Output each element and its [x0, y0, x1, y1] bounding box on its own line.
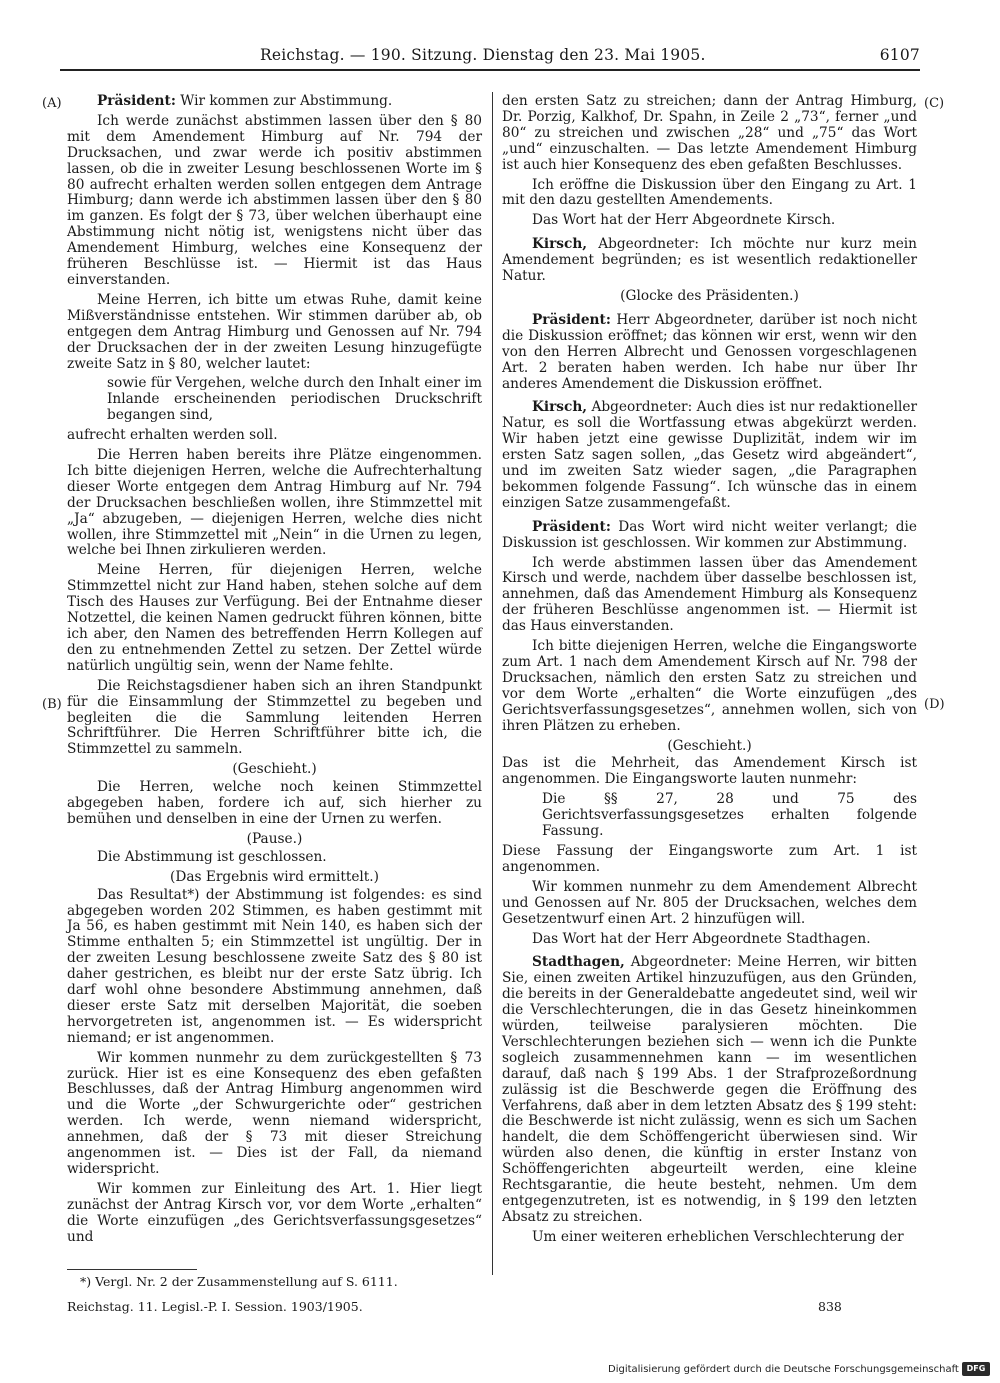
paragraph [67, 293, 482, 373]
paragraph [502, 400, 917, 511]
footer-session-info: Reichstag. 11. Legisl.-P. I. Session. 1903/1905. [67, 1299, 363, 1314]
header-title: Reichstag. — 190. Sitzung. Dienstag den 23. Mai 1905. [260, 46, 706, 64]
paragraph-text: (Pause.) [246, 830, 303, 847]
paragraph [67, 762, 482, 778]
paragraph-text: Um einer weiteren erheblichen Verschlechterung der [532, 1228, 904, 1245]
footnote: *) Vergl. Nr. 2 der Zusammenstellung auf S. 6111. [80, 1274, 398, 1289]
margin-label-a: (A) [42, 96, 62, 111]
paragraph [67, 850, 482, 866]
paragraph-text: Diese Fassung der Eingangsworte zum Art. 1 ist angenommen. [502, 842, 917, 875]
paragraph-text: Ich bitte diejenigen Herren, welche die Eingangsworte zum Art. 1 nach dem Amendement Kirsch auf Nr. 798 der Drucksachen, nämlich den ersten Satz zu streichen und vor dem Worte „erhalten“ die Worte einzufügen „des Gerichtsverfassungsgesetzes“, annehmen wollen, sich von ihren Plätzen zu erheben. [502, 638, 917, 734]
paragraph [502, 844, 917, 876]
paragraph-text: Abgeordneter: Ich möchte nur kurz mein Amendement begründen; es ist wesentlich redaktioneller Natur. [502, 236, 917, 285]
paragraph [502, 213, 917, 229]
column-divider [492, 92, 493, 1275]
paragraph [502, 739, 917, 755]
paragraph-text: Meine Herren, für diejenigen Herren, welche Stimmzettel nicht zur Hand haben, stehen solche auf dem Tisch des Hauses zur Verfügung. Bei der Entnahme dieser Notzettel, die keinen Namen gedruckt führen können, bitte ich aber, den Namen des betreffenden Herrn Kollegen auf den zu entnehmenden Zettel zu setzen. Der Zettel würde natürlich ungültig sein, wenn der Name fehlte. [67, 562, 482, 674]
paragraph-text: Die Reichstagsdiener haben sich an ihren Standpunkt für die Einsammlung der Stimmzettel zu begeben und begleiten die die Sammlung leitenden Herren Schriftführer. Die Herren Schriftführer bitte ich, die Stimmzettel zu sammeln. [67, 677, 482, 758]
digitization-credit: Digitalisierung gefördert durch die Deutsche Forschungsgemeinschaft [608, 1364, 959, 1375]
header-rule [60, 69, 920, 71]
speaker-name: Kirsch, [532, 399, 588, 416]
speaker-name: Stadthagen, [532, 954, 625, 971]
paragraph [502, 556, 917, 636]
paragraph [67, 832, 482, 848]
paragraph-text: Das Resultat*) der Abstimmung ist folgendes: es sind abgegeben worden 202 Stimmen, es haben gestimmt mit Ja 56, es haben gestimmt mit Nein 140, es haben sich der Stimme enthalten 5; ein Stimmzettel ist ungültig. Der in der zweiten Lesung beschlossene zweite Satz des § 80 ist daher gestrichen, es bleibt nur der erste Satz übrig. Ich darf wohl ohne besondere Abstimmung annehmen, daß dieser erste Satz mit derselben Majorität, die soeben hervorgetreten ist, angenommen ist. — Es widerspricht niemand; er ist angenommen. [67, 886, 482, 1046]
paragraph [502, 756, 917, 788]
paragraph [67, 888, 482, 1047]
margin-label-d: (D) [924, 697, 945, 712]
paragraph [502, 520, 917, 552]
paragraph-text: Meine Herren, ich bitte um etwas Ruhe, damit keine Mißverständnisse entstehen. Wir stimmen darüber ab, ob entgegen dem Antrag Himburg und Genossen auf Nr. 794 der Drucksachen der in der zweiten Lesung hinzugefügte zweite Satz in § 80, welcher lautet: [67, 291, 482, 372]
paragraph-text: Das ist die Mehrheit, das Amendement Kirsch ist angenommen. Die Eingangsworte lauten nunmehr: [502, 755, 917, 788]
margin-label-c: (C) [924, 96, 945, 111]
paragraph-text: Das Wort wird nicht weiter verlangt; die Diskussion ist geschlossen. Wir kommen zur Abstimmung. [502, 518, 917, 551]
footnote-rule [67, 1269, 197, 1270]
paragraph-text: Die Herren haben bereits ihre Plätze eingenommen. Ich bitte diejenigen Herren, welche die Aufrechterhaltung dieser Worte entgegen dem Antrag Himburg auf Nr. 794 der Drucksachen beschließen wollen, ihre Stimmzettel mit „Ja“ abzugeben, — diejenigen Herren, welche dies nicht wollen, ihre Stimmzettel mit „Nein“ in die Urnen zu legen, welche bei Ihnen zirkulieren werden. [67, 447, 482, 559]
paragraph-text: (Glocke des Präsidenten.) [620, 287, 799, 304]
speaker-name: Präsident: [532, 518, 611, 535]
paragraph [67, 1182, 482, 1246]
paragraph-text: Wir kommen nunmehr zu dem Amendement Albrecht und Genossen auf Nr. 805 der Drucksachen, welches dem Gesetzentwurf einen Art. 2 hinzufügen will. [502, 878, 917, 927]
paragraph-text: Wir kommen nunmehr zu dem zurückgestellten § 73 zurück. Hier ist es eine Konsequenz des eben gefaßten Beschlusses, daß der Antrag Himburg angenommen wird und die Worte „der Schwurgerichte oder“ gestrichen werden. Ich werde, wenn niemand widerspricht, annehmen, daß der § 73 mit dieser Streichung angenommen ist. — Dies ist der Fall, da niemand widerspricht. [67, 1049, 482, 1177]
paragraph-text: den ersten Satz zu streichen; dann der Antrag Himburg, Dr. Porzig, Kalkhof, Dr. Spahn, in Zeile 2 „73“, ferner „und 80“ zu streichen und zwischen „28“ und „75“ das Wort „und“ einzuschalten. — Das letzte Amendement Himburg ist auch hier Konsequenz des eben gefaßten Beschlusses. [502, 93, 917, 173]
paragraph-text: Die Abstimmung ist geschlossen. [97, 848, 327, 865]
paragraph [502, 932, 917, 948]
paragraph [502, 639, 917, 734]
right-column [502, 94, 917, 1250]
paragraph-text: Abgeordneter: Auch dies ist nur redaktioneller Natur, es soll die Wortfassung etwas abgekürzt werden. Wir haben jetzt eine gewisse Duplizität, indem wir im ersten Satz sagen sollen, „das Gesetz wird abgeändert“, und im zweiten Satz wieder sagen, „die Paragraphen bekommen folgende Fassung“. Ich wünsche das in einem einzigen Satze zusammengefaßt. [502, 399, 917, 511]
paragraph-text: Ich werde abstimmen lassen über das Amendement Kirsch und werde, nachdem über dasselbe beschlossen ist, annehmen, daß das Amendement Himburg als Konsequenz der früheren Beschlüsse angenommen ist. — Hiermit ist das Haus einverstanden. [502, 554, 917, 635]
paragraph [502, 289, 917, 305]
paragraph-text: (Geschieht.) [667, 737, 752, 754]
paragraph-text: aufrecht erhalten werden soll. [67, 427, 278, 444]
paragraph [502, 237, 917, 285]
paragraph-text: (Das Ergebnis wird ermittelt.) [170, 868, 379, 885]
speaker-name: Kirsch, [532, 236, 588, 253]
dfg-logo: DFG [962, 1362, 990, 1376]
speaker-name: Präsident: [97, 93, 176, 109]
paragraph-text: Ich werde zunächst abstimmen lassen über den § 80 mit dem Amendement Himburg auf Nr. 794 der Drucksachen, und zwar werde ich positiv abstimmen lassen, ob die in zweiter Lesung beschlossenen Worte im § 80 aufrecht erhalten werden sollen entgegen dem Antrage Himburg; dann werde ich abstimmen lassen über den § 80 im ganzen. Es folgt der § 73, über welchen überhaupt eine Abstimmung nicht nötig ist, wenigstens nicht über das Amendement Himburg, welches eine Konsequenz der früheren Beschlüsse ist. — Hiermit ist das Haus einverstanden. [67, 112, 482, 288]
paragraph-text: Die §§ 27, 28 und 75 des Gerichtsverfassungsgesetzes erhalten folgende Fassung. [542, 791, 917, 840]
paragraph [67, 679, 482, 759]
running-header [60, 44, 920, 70]
paragraph-text: Herr Abgeordneter, darüber ist noch nicht die Diskussion eröffnet; das können wir erst, wenn wir den von den Herren Albrecht und Genossen vorgeschlagenen Art. 2 beraten haben werden. Ich habe nur über Ihr anderes Amendement die Diskussion eröffnet. [502, 311, 917, 392]
paragraph [502, 313, 917, 393]
paragraph [67, 428, 482, 444]
paragraph-text: Die Herren, welche noch keinen Stimmzettel abgegeben haben, fordere ich auf, sich hierher zu bemühen und denselben in eine der Urnen zu werfen. [67, 779, 482, 827]
margin-label-b: (B) [42, 697, 62, 712]
paragraph [502, 955, 917, 1225]
paragraph-text: Wir kommen zur Einleitung des Art. 1. Hier liegt zunächst der Antrag Kirsch vor, vor dem Worte „erhalten“ die Worte einzufügen „des Gerichtsverfassungsgesetzes“ und [67, 1180, 482, 1245]
left-column [67, 94, 482, 1250]
paragraph [502, 880, 917, 928]
paragraph [67, 94, 482, 110]
paragraph-text: Das Wort hat der Herr Abgeordnete Kirsch. [532, 212, 836, 229]
paragraph [502, 792, 917, 840]
paragraph [67, 376, 482, 424]
footer-sheet-number: 838 [818, 1299, 842, 1314]
paragraph [67, 563, 482, 674]
paragraph-text: Das Wort hat der Herr Abgeordnete Stadthagen. [532, 930, 871, 947]
paragraph [502, 94, 917, 174]
paragraph-text: (Geschieht.) [232, 761, 317, 778]
paragraph-text: Abgeordneter: Meine Herren, wir bitten Sie, einen zweiten Artikel hinzuzufügen, aus den Gründen, die bereits in der Generaldebatte angedeutet sind, weil wir die Verschlechterungen, die in das Gesetz hineinkommen würden, teilweise paralysieren möchten. Die Verschlechterungen beziehen sich — wenn ich die Punkte sogleich zusammennehmen kann — im wesentlichen darauf, daß nach § 199 Abs. 1 der Strafprozeßordnung zulässig ist die Beschwerde gegen die Eröffnung des Verfahrens, daß aber in dem letzten Absatz des § 199 steht: die Beschwerde ist nicht zulässig, wenn es sich um Sachen handelt, die dem Schöffengericht überwiesen sind. Wir würden also denen, die künftig in erster Instanz von Schöffengerichten abgeurteilt werden, eine kleine Rechtsgarantie, die heute besteht, nehmen. Um dem entgegenzutreten, ist es notwendig, in § 199 den letzten Absatz zu streichen. [502, 954, 917, 1225]
paragraph-text: Ich eröffne die Diskussion über den Eingang zu Art. 1 mit den dazu gestellten Amendements. [502, 176, 917, 209]
paragraph [67, 114, 482, 289]
paragraph [502, 1230, 917, 1246]
paragraph [67, 780, 482, 828]
paragraph [67, 1051, 482, 1178]
speaker-name: Präsident: [532, 311, 611, 328]
paragraph [502, 178, 917, 210]
paragraph-text: sowie für Vergehen, welche durch den Inhalt einer im Inlande erscheinenden periodischen Druckschrift begangen sind, [107, 375, 482, 424]
paragraph-text: Wir kommen zur Abstimmung. [180, 93, 393, 109]
paragraph [67, 870, 482, 886]
paragraph [67, 448, 482, 559]
page-number: 6107 [879, 46, 920, 64]
